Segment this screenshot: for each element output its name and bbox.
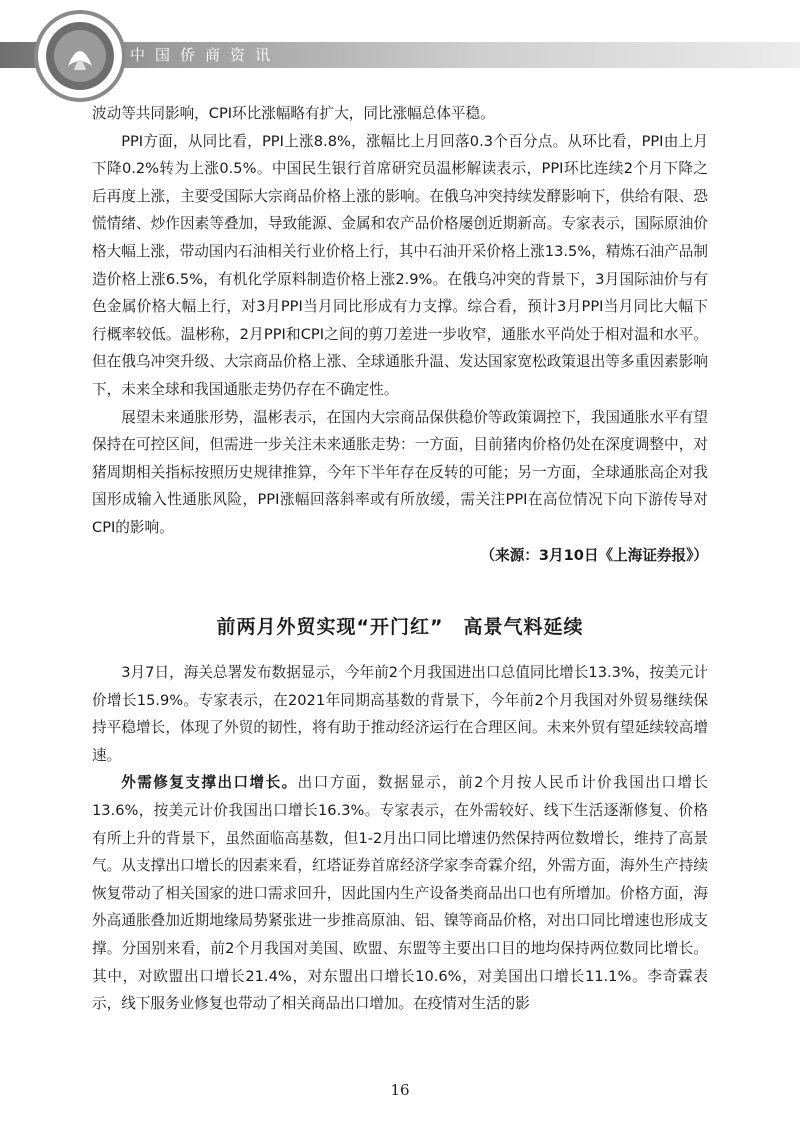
section-title: 前两月外贸实现“开门红” 高景气料延续 xyxy=(216,616,584,639)
article-content xyxy=(92,100,708,1018)
paragraph-lead: 外需修复支撑出口增长。 xyxy=(121,774,298,792)
paragraph: 3月7日，海关总署发布数据显示，今年前2个月我国进出口总值同比增长13.3%，按美元计价增长15.9%。专家表示，在2021年同期高基数的背景下，今年前2个月我国对外贸易继续保持平稳增长，体现了外贸的韧性，将有助于推动经济运行在合理区间。未来外贸有望延续较高增速。 xyxy=(92,664,708,764)
paragraph: 波动等共同影响，CPI环比涨幅略有扩大，同比涨幅总体平稳。 xyxy=(92,105,495,122)
paragraph-body: 出口方面，数据显示，前2个月按人民币计价我国出口增长13.6%，按美元计价我国出口增长16.3%。专家表示，在外需较好、线下生活逐渐修复、价格有所上升的背景下，虽然面临高基数，但1-2月出口同比增速仍然保持两位数增长，维持了高景气。从支撑出口增长的因素来看，红塔证券首席经济学家李奇霖介绍，外需方面，海外生产持续恢复带动了相关国家的进口需求回升，因此国内生产设备类商品出口也有所增加。价格方面，海外高通胀叠加近期地缘局势紧张进一步推高原油、铝、镍等商品价格，对出口同比增速也形成支撑。分国别来看，前2个月我国对美国、欧盟、东盟等主要出口目的地均保持两位数同比增长。其中，对欧盟出口增长21.4%，对东盟出口增长10.6%，对美国出口增长11.1%。李奇霖表示，线下服务业修复也带动了相关商品出口增加。在疫情对生活的影 xyxy=(92,774,708,1013)
chinese-overseas-merchants-logo xyxy=(30,6,130,106)
page-header xyxy=(0,0,800,90)
page-number: 16 xyxy=(390,1081,410,1099)
paragraph xyxy=(92,769,708,1017)
header-title: 中国侨商资讯 xyxy=(130,46,281,64)
source-citation: （来源：3月10日《上海证券报》） xyxy=(480,546,708,564)
paragraph: 展望未来通胀形势，温彬表示，在国内大宗商品保供稳价等政策调控下，我国通胀水平有望保持在可控区间，但需进一步关注未来通胀走势：一方面，目前猪肉价格仍处在深度调整中，对猪周期相关指标按照历史规律推算，今年下半年存在反转的可能；另一方面，全球通胀高企对我国形成输入性通胀风险，PPI涨幅回落斜率或有所放缓，需关注PPI在高位情况下向下游传导对CPI的影响。 xyxy=(92,408,708,536)
paragraph: PPI方面，从同比看，PPI上涨8.8%，涨幅比上月回落0.3个百分点。从环比看，PPI由上月下降0.2%转为上涨0.5%。中国民生银行首席研究员温彬解读表示，PPI环比连续2个月下降之后再度上涨，主要受国际大宗商品价格上涨的影响。在俄乌冲突持续发酵影响下，供给有限、恐慌情绪、炒作因素等叠加，导致能源、金属和农产品价格屡创近期新高。专家表示，国际原油价格大幅上涨，带动国内石油相关行业价格上行，其中石油开采价格上涨13.5%，精炼石油产品制造价格上涨6.5%，有机化学原料制造价格上涨2.9%。在俄乌冲突的背景下，3月国际油价与有色金属价格大幅上行，对3月PPI当月同比形成有力支撑。综合看，预计3月PPI当月同比大幅下行概率较低。温彬称，2月PPI和CPI之间的剪刀差进一步收窄，通胀水平尚处于相对温和水平。但在俄乌冲突升级、大宗商品价格上涨、全球通胀升温、发达国家宽松政策退出等多重因素影响下，未来全球和我国通胀走势仍存在不确定性。 xyxy=(92,132,708,398)
